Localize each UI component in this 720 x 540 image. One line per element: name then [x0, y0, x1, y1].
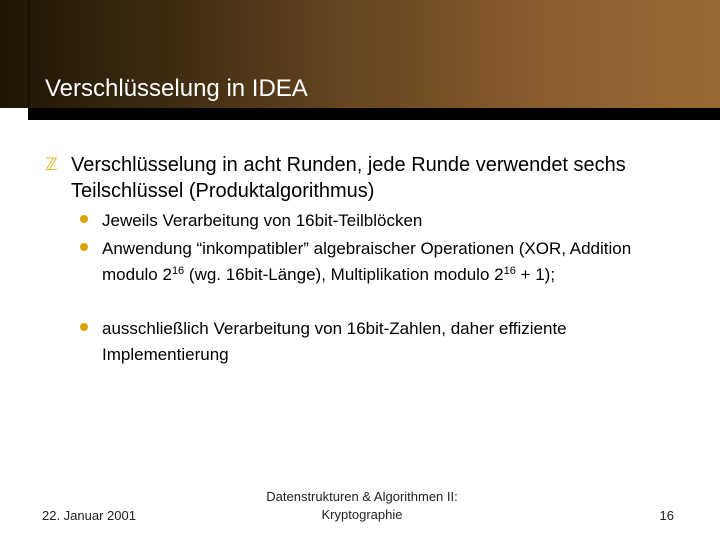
page-number: 16 — [659, 508, 674, 523]
main-point-text: Verschlüsselung in acht Runden, jede Runde verwendet sechs Teilschlüssel (Produktalgorithmus) — [71, 154, 626, 202]
bullet-dot-icon — [80, 323, 88, 331]
bullet-text-part: + 1); — [515, 265, 556, 284]
bullet-item — [80, 316, 680, 368]
bullet-item — [80, 236, 680, 288]
bullet-item — [80, 208, 680, 234]
bullet-text: ausschließlich Verarbeitung von 16bit-Zahlen, daher effiziente Implementierung — [102, 319, 567, 364]
title-bar-left-rule — [28, 0, 30, 108]
main-point — [45, 152, 685, 204]
title-bar — [0, 0, 720, 108]
footer-course-line: Datenstrukturen & Algorithmen II: — [266, 489, 458, 504]
exponent: 16 — [503, 265, 516, 277]
bullet-dot-icon — [80, 215, 88, 223]
bullet-text-part: (wg. 16bit-Länge), Multiplikation modulo 2 — [184, 265, 504, 284]
bullet-text — [102, 236, 680, 288]
footer-course — [240, 488, 484, 524]
bullet-text: Jeweils Verarbeitung von 16bit-Teilblöcken — [102, 211, 423, 230]
bullet-text-part: Anwendung “inkompatibler” algebraischer Operationen (XOR, Addition modulo 2 — [102, 239, 632, 284]
footer-course-line: Kryptographie — [321, 507, 403, 522]
title-divider — [28, 108, 720, 120]
footer-date: 22. Januar 2001 — [42, 508, 136, 523]
z-ding-icon: ℤ — [45, 155, 58, 175]
slide-title: Verschlüsselung in IDEA — [45, 75, 308, 102]
bullet-dot-icon — [80, 243, 88, 251]
exponent: 16 — [171, 265, 185, 277]
